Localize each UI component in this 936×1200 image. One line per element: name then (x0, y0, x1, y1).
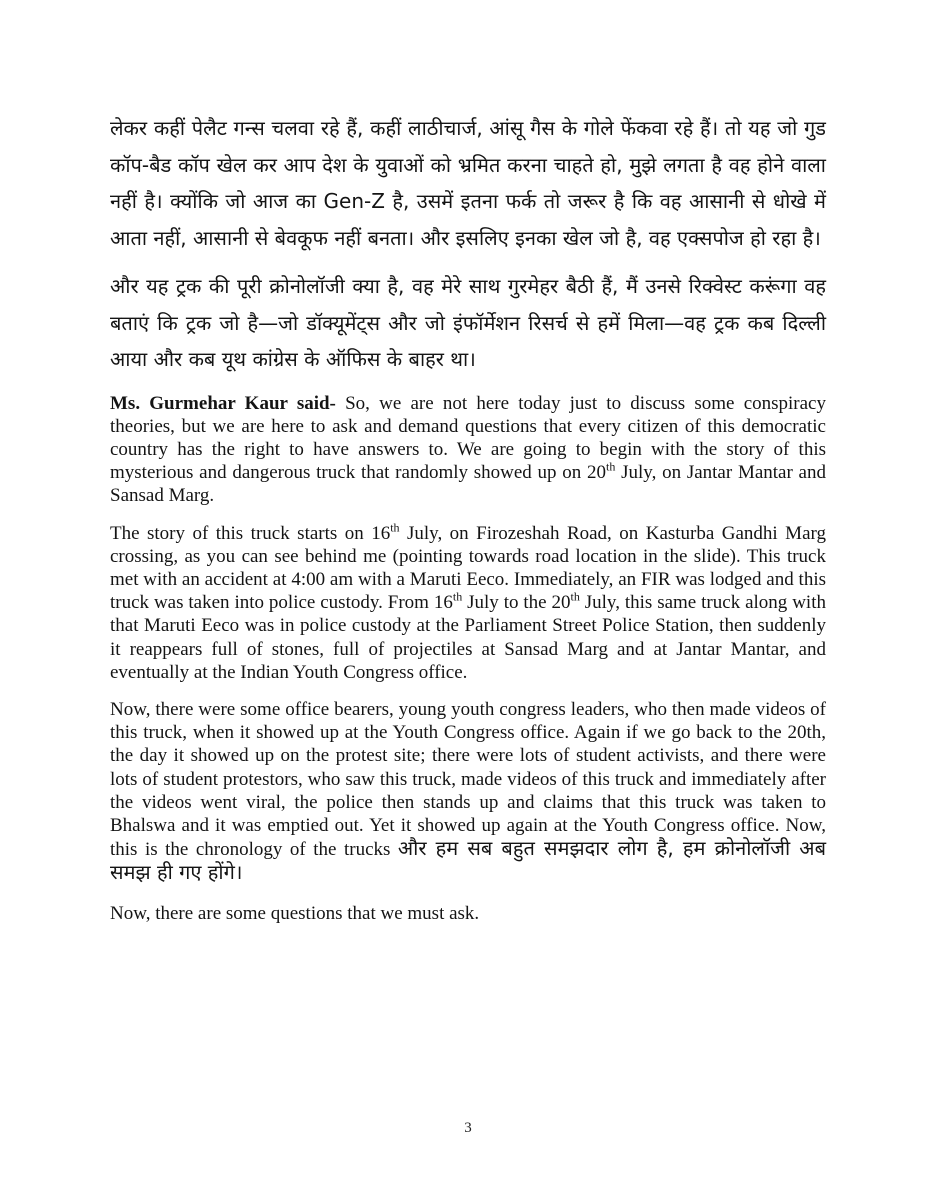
paragraph-text: July, on Firozeshah Road, on Kasturba Gandhi Marg crossing, as you can see behind me (pointing towards road location in the slide). This truck met with an accident at 4:00 am with a Maruti Eeco. Immediately, an FIR was lodged and this truck was taken into police custody. From 16 (110, 522, 826, 614)
page-number: 3 (464, 1120, 472, 1136)
paragraph-text: So, we are not here today just to discuss some conspiracy theories, but we are here to ask and demand questions that every citizen of this democratic country has the right to have answers to. We are going to begin with the story of this mysterious and dangerous truck that randomly showed up on 20 (110, 392, 826, 484)
paragraph-truck-story (110, 522, 826, 684)
paragraph-chronology (110, 698, 826, 886)
speaker-label: Ms. Gurmehar Kaur said- (110, 392, 336, 414)
paragraph-text: The story of this truck starts on 16 (110, 522, 391, 544)
ordinal-suffix: th (452, 589, 463, 604)
paragraph-hindi-1: लेकर कहीं पेलैट गन्स चलवा रहे हैं, कहीं लाठीचार्ज, आंसू गैस के गोले फेंकवा रहे हैं। तो यह जो गुड कॉप-बैड कॉप खेल कर आप देश के युवाओं को भ्रमित करना चाहते हो, मुझे लगता है वह होने वाला नहीं है। क्योंकि जो आज का Gen-Z है, उसमें इतना फर्क तो जरूर है कि वह आसानी से धोखे में आता नहीं, आसानी से बेवकूफ नहीं बनता। और इसलिए इनका खेल जो है, वह एक्सपोज हो रहा है। (110, 116, 826, 250)
paragraph-text: July to the 20 (462, 592, 571, 614)
ordinal-suffix: th (390, 520, 400, 535)
paragraph-text: Now, there were some office bearers, young youth congress leaders, who then made videos of this truck, when it showed up at the Youth Congress office. Again if we go back to the 20th, the day it showed up on the protest site; there were lots of student activists, and there were lots of student protestors, who saw this truck, made videos of this truck and immediately after the videos went viral, the police then stands up and claims that this truck was taken to Bhalswa and it was emptied out. Yet it showed up again at the Youth Congress office. Now, this is the chronology of the trucks (110, 698, 826, 861)
paragraph-text: July, on Jantar Mantar and Sansad Marg. (110, 462, 826, 507)
paragraph-questions: Now, there are some questions that we must ask. (110, 902, 480, 924)
ordinal-suffix: th (570, 589, 580, 604)
paragraph-hindi-inline: और हम सब बहुत समझदार लोग है, हम क्रोनोलॉजी अब समझ ही गए होंगे। (110, 836, 826, 885)
paragraph-hindi-2: और यह ट्रक की पूरी क्रोनोलॉजी क्या है, वह मेरे साथ गुरमेहर बैठी हैं, मैं उनसे रिक्वेस्ट करूंगा वह बताएं कि ट्रक जो है—जो डॉक्यूमेंट्स और जो इंफॉर्मेशन रिसर्च से हमें मिला—वह ट्रक कब दिल्ली आया और कब यूथ कांग्रेस के ऑफिस के बाहर था। (110, 274, 826, 371)
paragraph-gurmehar-intro (110, 392, 826, 508)
paragraph-text: July, this same truck along with that Maruti Eeco was in police custody at the Parliament Street Police Station, then suddenly it reappears full of stones, full of projectiles at Sansad Marg and at Jantar Mantar, and eventually at the Indian Youth Congress office. (110, 592, 826, 683)
ordinal-suffix: th (606, 459, 616, 474)
